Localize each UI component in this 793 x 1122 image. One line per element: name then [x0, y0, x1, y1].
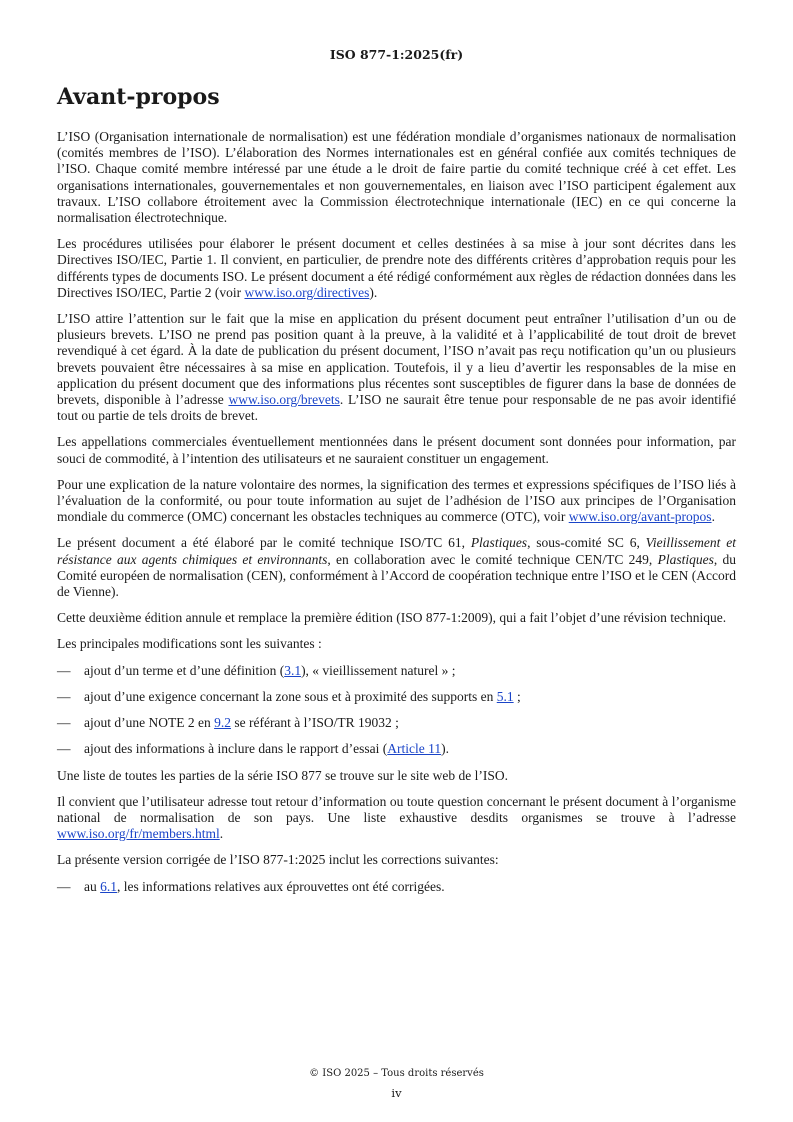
page-title: Avant-propos — [57, 84, 220, 110]
copyright-footer: © ISO 2025 – Tous droits réservés — [309, 1068, 484, 1079]
clause-link[interactable]: 5.1 — [496, 688, 514, 704]
page-number: iv — [391, 1086, 402, 1100]
clause-link[interactable]: Article 11 — [387, 741, 442, 757]
list-dash: — — [57, 878, 71, 894]
paragraph-iso-intro: L’ISO (Organisation internationale de normalisation) est une fédération mondiale d’organismes nationaux de normalisation (comités membres de l’ISO). L’élaboration des Normes internationales est en général confiée aux comités techniques de l’ISO. Chaque comité membre intéressé par une étude a le droit de faire partie du comité technique créé à cet effet. Les organisations internationales, gouvernementales et non gouvernementales, en liaison avec l’ISO participent également aux travaux. L’ISO collabore étroitement avec la Commission électrotechnique internationale (IEC) en ce qui concerne la normalisation électrotechnique. — [57, 129, 736, 226]
paragraph-patents: L’ISO attire l’attention sur le fait que la mise en application du présent document peut entraîner l’utilisation d’un ou de plusieurs brevets. L’ISO ne prend pas position quant à la preuve, à la validité et à l’applicabilité de tout droit de brevet revendiqué à cet égard. À la date de publication du présent document, l’ISO n’avait pas reçu notification qu’un ou plusieurs brevets pouvaient être nécessaires à sa mise en application. Toutefois, il y a lieu d’avertir les responsables de la mise en application du présent document que des informations plus récentes sont susceptibles de figurer dans la base de données de brevets, disponible à l’adresse www.iso.org/brevets. L’ISO ne saurait être tenue pour responsable de ne pas avoir identifié tout ou partie de tels droits de brevet. — [57, 311, 737, 424]
document-body — [57, 129, 736, 905]
list-item: — au 6.1, les informations relatives aux éprouvettes ont été corrigées. — [57, 878, 445, 894]
paragraph-corrections-intro: La présente version corrigée de l’ISO 877-1:2025 inclut les corrections suivantes: — [57, 852, 499, 868]
patents-link[interactable]: www.iso.org/brevets — [228, 392, 340, 408]
clause-link[interactable]: 3.1 — [284, 662, 302, 678]
list-dash: — — [57, 662, 71, 678]
list-item: — ajout d’un terme et d’une définition (3.1), « vieillissement naturel » ; — [57, 662, 456, 678]
paragraph-changes-intro: Les principales modifications sont les suivantes : — [57, 636, 322, 652]
corrections-list — [57, 879, 736, 895]
changes-list — [57, 663, 736, 758]
clause-link[interactable]: 9.2 — [214, 715, 231, 731]
foreword-link[interactable]: www.iso.org/avant-propos — [568, 509, 712, 525]
document-header: ISO 877-1:2025(fr) — [329, 47, 464, 62]
list-item: — ajout des informations à inclure dans le rapport d’essai (Article 11). — [57, 741, 450, 757]
paragraph-series-list: Une liste de toutes les parties de la série ISO 877 se trouve sur le site web de l’ISO. — [57, 767, 509, 783]
paragraph-feedback: Il convient que l’utilisateur adresse tout retour d’information ou toute question concernant le présent document à l’organisme national de normalisation de son pays. Une liste exhaustive desdits organismes se trouve à l’adresse www.iso.org/fr/members.html. — [57, 793, 736, 842]
paragraph-trade-names: Les appellations commerciales éventuellement mentionnées dans le présent document sont données pour information, par souci de commodité, à l’intention des utilisateurs et ne sauraient constituer un engagement. — [57, 434, 736, 466]
list-item: — ajout d’une exigence concernant la zone sous et à proximité des supports en 5.1 ; — [57, 688, 521, 704]
list-dash: — — [57, 688, 71, 704]
paragraph-committee: Le présent document a été élaboré par le comité technique ISO/TC 61, Plastiques, sous-comité SC 6, Vieillissement et résistance aux agents chimiques et environnants, en collaboration avec le comité technique CEN/TC 249, Plastiques, du Comité européen de normalisation (CEN), conformément à l’Accord de coopération technique entre l’ISO et le CEN (Accord de Vienne). — [57, 535, 737, 600]
list-dash: — — [57, 741, 71, 757]
paragraph-procedures: Les procédures utilisées pour élaborer le présent document et celles destinées à sa mise à jour sont décrites dans les Directives ISO/IEC, Partie 1. Il convient, en particulier, de prendre note des différents critères d’approbation requis pour les différents types de documents ISO. Le présent document a été rédigé conformément aux règles de rédaction données dans les Directives ISO/IEC, Partie 2 (voir www.iso.org/directives). — [57, 236, 736, 300]
paragraph-voluntary-nature: Pour une explication de la nature volontaire des normes, la signification des termes et expressions spécifiques de l’ISO liés à l’évaluation de la conformité, ou pour toute information au sujet de l’adhésion de l’ISO aux principes de l’Organisation mondiale du commerce (OMC) concernant les obstacles techniques au commerce (OTC), voir www.iso.org/avant-propos. — [57, 476, 736, 525]
members-link[interactable]: www.iso.org/fr/members.html — [57, 826, 220, 842]
directives-link[interactable]: www.iso.org/directives — [244, 284, 370, 300]
list-dash: — — [57, 715, 71, 731]
clause-link[interactable]: 6.1 — [100, 878, 117, 894]
paragraph-edition: Cette deuxième édition annule et remplace la première édition (ISO 877-1:2009), qui a fait l’objet d’une révision technique. — [57, 610, 727, 626]
list-item: — ajout d’une NOTE 2 en 9.2 se référant à l’ISO/TR 19032 ; — [57, 715, 399, 731]
